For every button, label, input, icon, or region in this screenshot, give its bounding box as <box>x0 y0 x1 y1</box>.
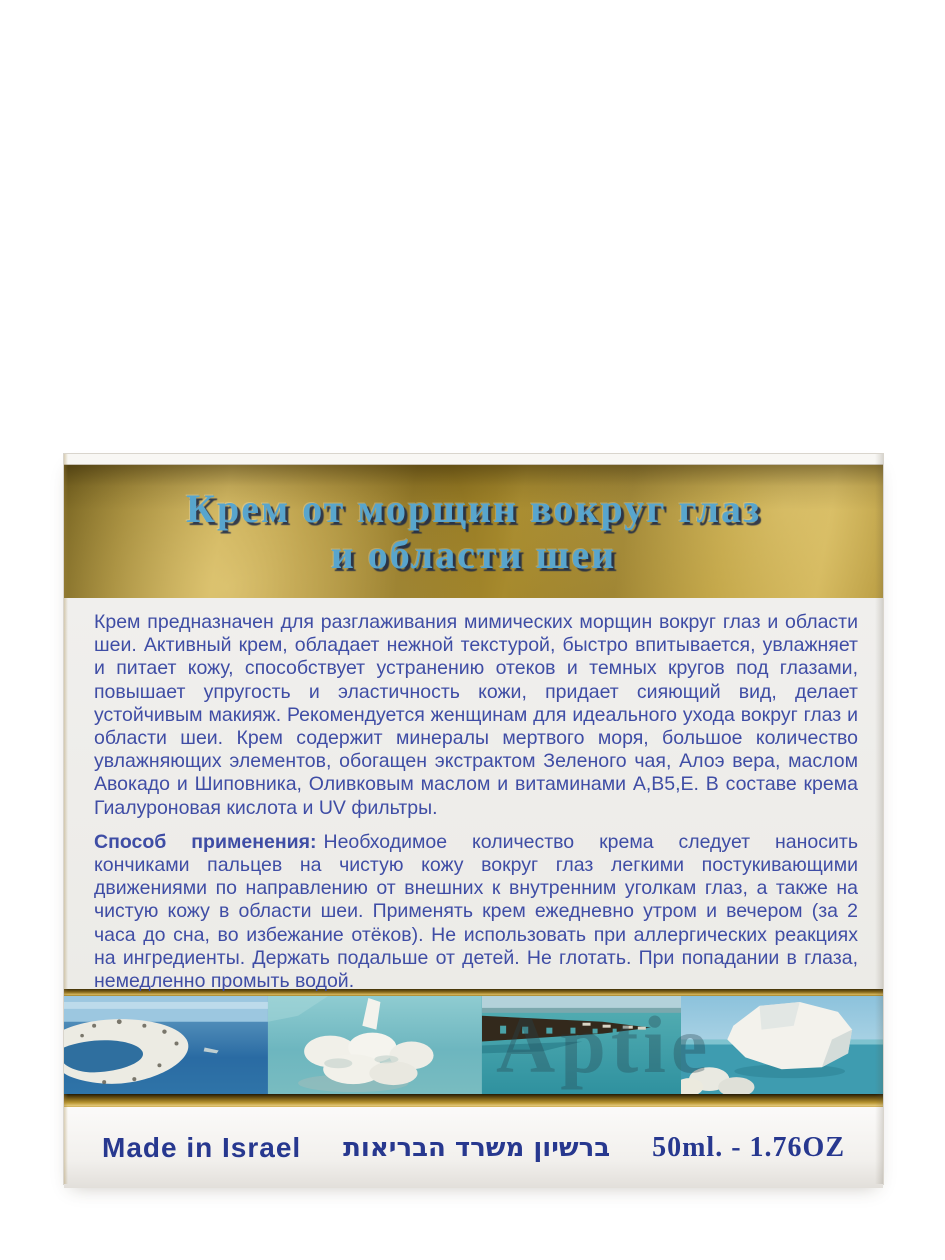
box-top-edge <box>64 454 883 465</box>
dead-sea-pier-photo <box>482 996 681 1094</box>
dead-sea-salt-arc-photo <box>64 996 268 1094</box>
dead-sea-photo-strip <box>64 996 883 1094</box>
footer-strip <box>64 1107 883 1188</box>
gold-divider-bottom <box>64 1094 883 1107</box>
product-box-photo <box>63 453 884 1185</box>
usage-instructions <box>94 831 858 993</box>
volume-label: 50ml. - 1.76OZ <box>652 1131 845 1163</box>
dead-sea-salt-formations-photo <box>268 996 482 1094</box>
dead-sea-salt-boulder-photo <box>681 996 883 1094</box>
product-title-line2: и области шеи <box>330 531 617 577</box>
usage-text: Необходимое количество крема следует наносить кончиками пальцев на чистую кожу вокруг глаз легкими постукивающими движениями по направлению от внешних к внутренним уголкам глаз, а также на чистую кожу в области шеи. Применять крем ежедневно утром и вечером (за 2 часа до сна, во избежание отёков). Не использовать при аллергических реакциях на ингредиенты. Держать подальше от детей. Не глотать. При попадании в глаза, немедленно промыть водой. <box>94 830 858 993</box>
product-description: Крем предназначен для разглаживания мимических морщин вокруг глаз и области шеи. Активный крем, обладает нежной текстурой, быстро впитывается, увлажняет и питает кожу, способствует устранению отеков и темных кругов под глазами, повышает упругость и эластичность кожи, придает сияющий вид, делает устойчивым макияж. Рекомендуется женщинам для идеального ухода вокруг глаз и области шеи. Крем содержит минералы мертвого моря, большое количество увлажняющих элементов, обогащен экстрактом Зеленого чая, Алоэ вера, маслом Авокадо и Шиповника, Оливковым маслом и витаминами А,В5,Е. В составе крема Гиалуроновая кислота и UV фильтры. <box>94 611 858 819</box>
label-text-panel <box>64 598 883 993</box>
usage-heading: Способ применения: <box>94 830 317 853</box>
watermark-text: Aptie <box>496 999 713 1090</box>
made-in-israel-label: Made in Israel <box>102 1131 302 1163</box>
hebrew-license-label: ברשיון משרד הבריאות <box>343 1132 611 1163</box>
gold-title-band <box>64 465 883 598</box>
product-title-line1: Крем от морщин вокруг глаз <box>185 485 762 531</box>
